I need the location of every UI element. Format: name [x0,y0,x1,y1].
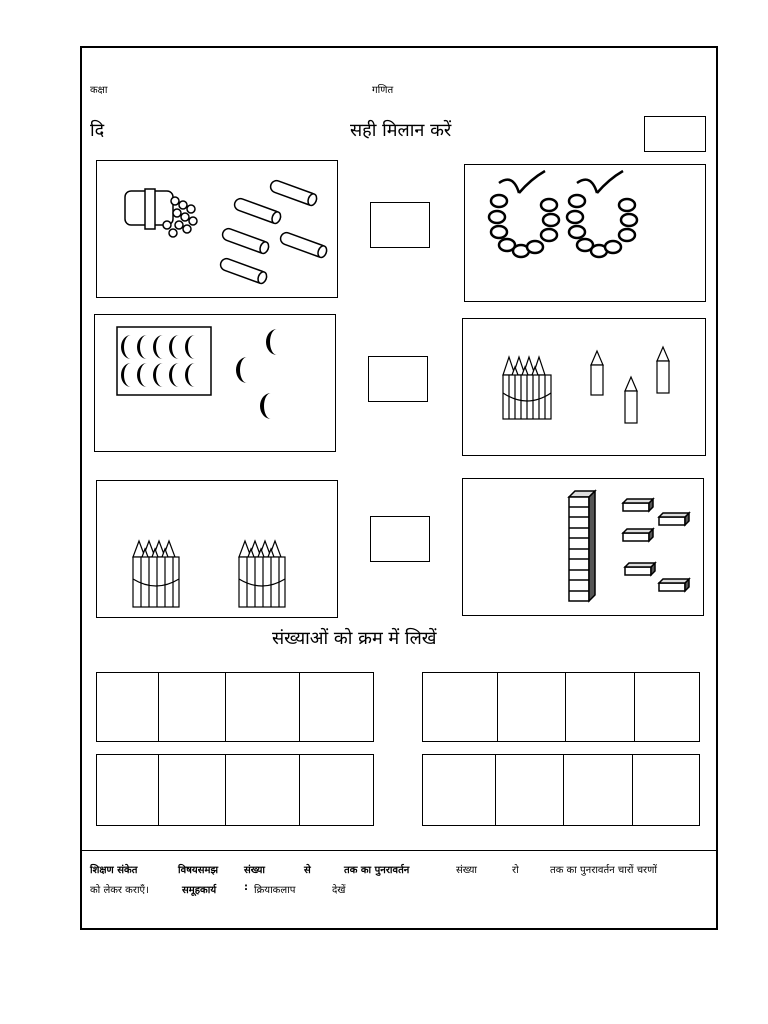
score-box[interactable] [644,116,706,152]
group-work-label: समूहकार्य [182,885,217,896]
from-label: से [304,865,311,876]
class-label: कक्षा [90,85,108,96]
activity-label: क्रियाकलाप [254,885,296,896]
number-cell[interactable] [300,673,373,741]
number2-label: संख्या [456,865,477,876]
number-grid-1 [96,672,374,742]
match-left-box-2 [94,314,336,452]
match-right-box-3 [462,478,704,616]
match-right-box-2 [462,318,706,456]
match-left-box-3 [96,480,338,618]
number-cell[interactable] [97,755,159,825]
section-title-ordering: संख्याओं को क्रम में लिखें [272,628,437,649]
number-grid-2 [422,672,700,742]
teaching-hint-label: शिक्षण संकेत [90,865,138,876]
number-cell[interactable] [498,673,566,741]
number-cell[interactable] [635,673,699,741]
number-grid-3 [96,754,374,826]
number-cell[interactable] [159,755,227,825]
to-revision-label: तक का पुनरावर्तन [344,865,410,876]
number-grid-4 [422,754,700,826]
moons-illustration [95,315,337,453]
number-cell[interactable] [97,673,159,741]
ro-label: रो [512,865,519,876]
number-cell[interactable] [226,755,299,825]
match-left-box-1 [96,160,338,298]
subject-understanding-label: विषयसमझ [178,865,219,876]
match-answer-box-2[interactable] [368,356,428,402]
match-answer-box-1[interactable] [370,202,430,248]
blocks-illustration [463,479,705,617]
match-right-box-1 [464,164,706,302]
number-cell[interactable] [566,673,636,741]
date-label: दि [90,120,105,141]
number-label: संख्या [244,865,265,876]
number-cell[interactable] [423,673,498,741]
number-cell[interactable] [159,673,227,741]
number-cell[interactable] [300,755,373,825]
worksheet [80,46,718,930]
number-cell[interactable] [226,673,299,741]
footer-divider [82,850,716,851]
take-do-label: को लेकर कराएँ। [90,885,149,896]
subject-label: गणित [372,85,394,96]
pencil-bundles-illustration [97,481,339,619]
sticks-illustration [97,161,339,299]
pencils-illustration [463,319,707,457]
bead-strings-illustration [465,165,707,303]
number-cell[interactable] [496,755,564,825]
revision-steps-label: तक का पुनरावर्तन चारों चरणों [550,865,657,876]
number-cell[interactable] [423,755,496,825]
colon-label: : [244,882,248,893]
see-label: देखें [332,885,346,896]
number-cell[interactable] [633,755,699,825]
match-answer-box-3[interactable] [370,516,430,562]
main-title: सही मिलान करें [350,120,452,141]
number-cell[interactable] [564,755,634,825]
